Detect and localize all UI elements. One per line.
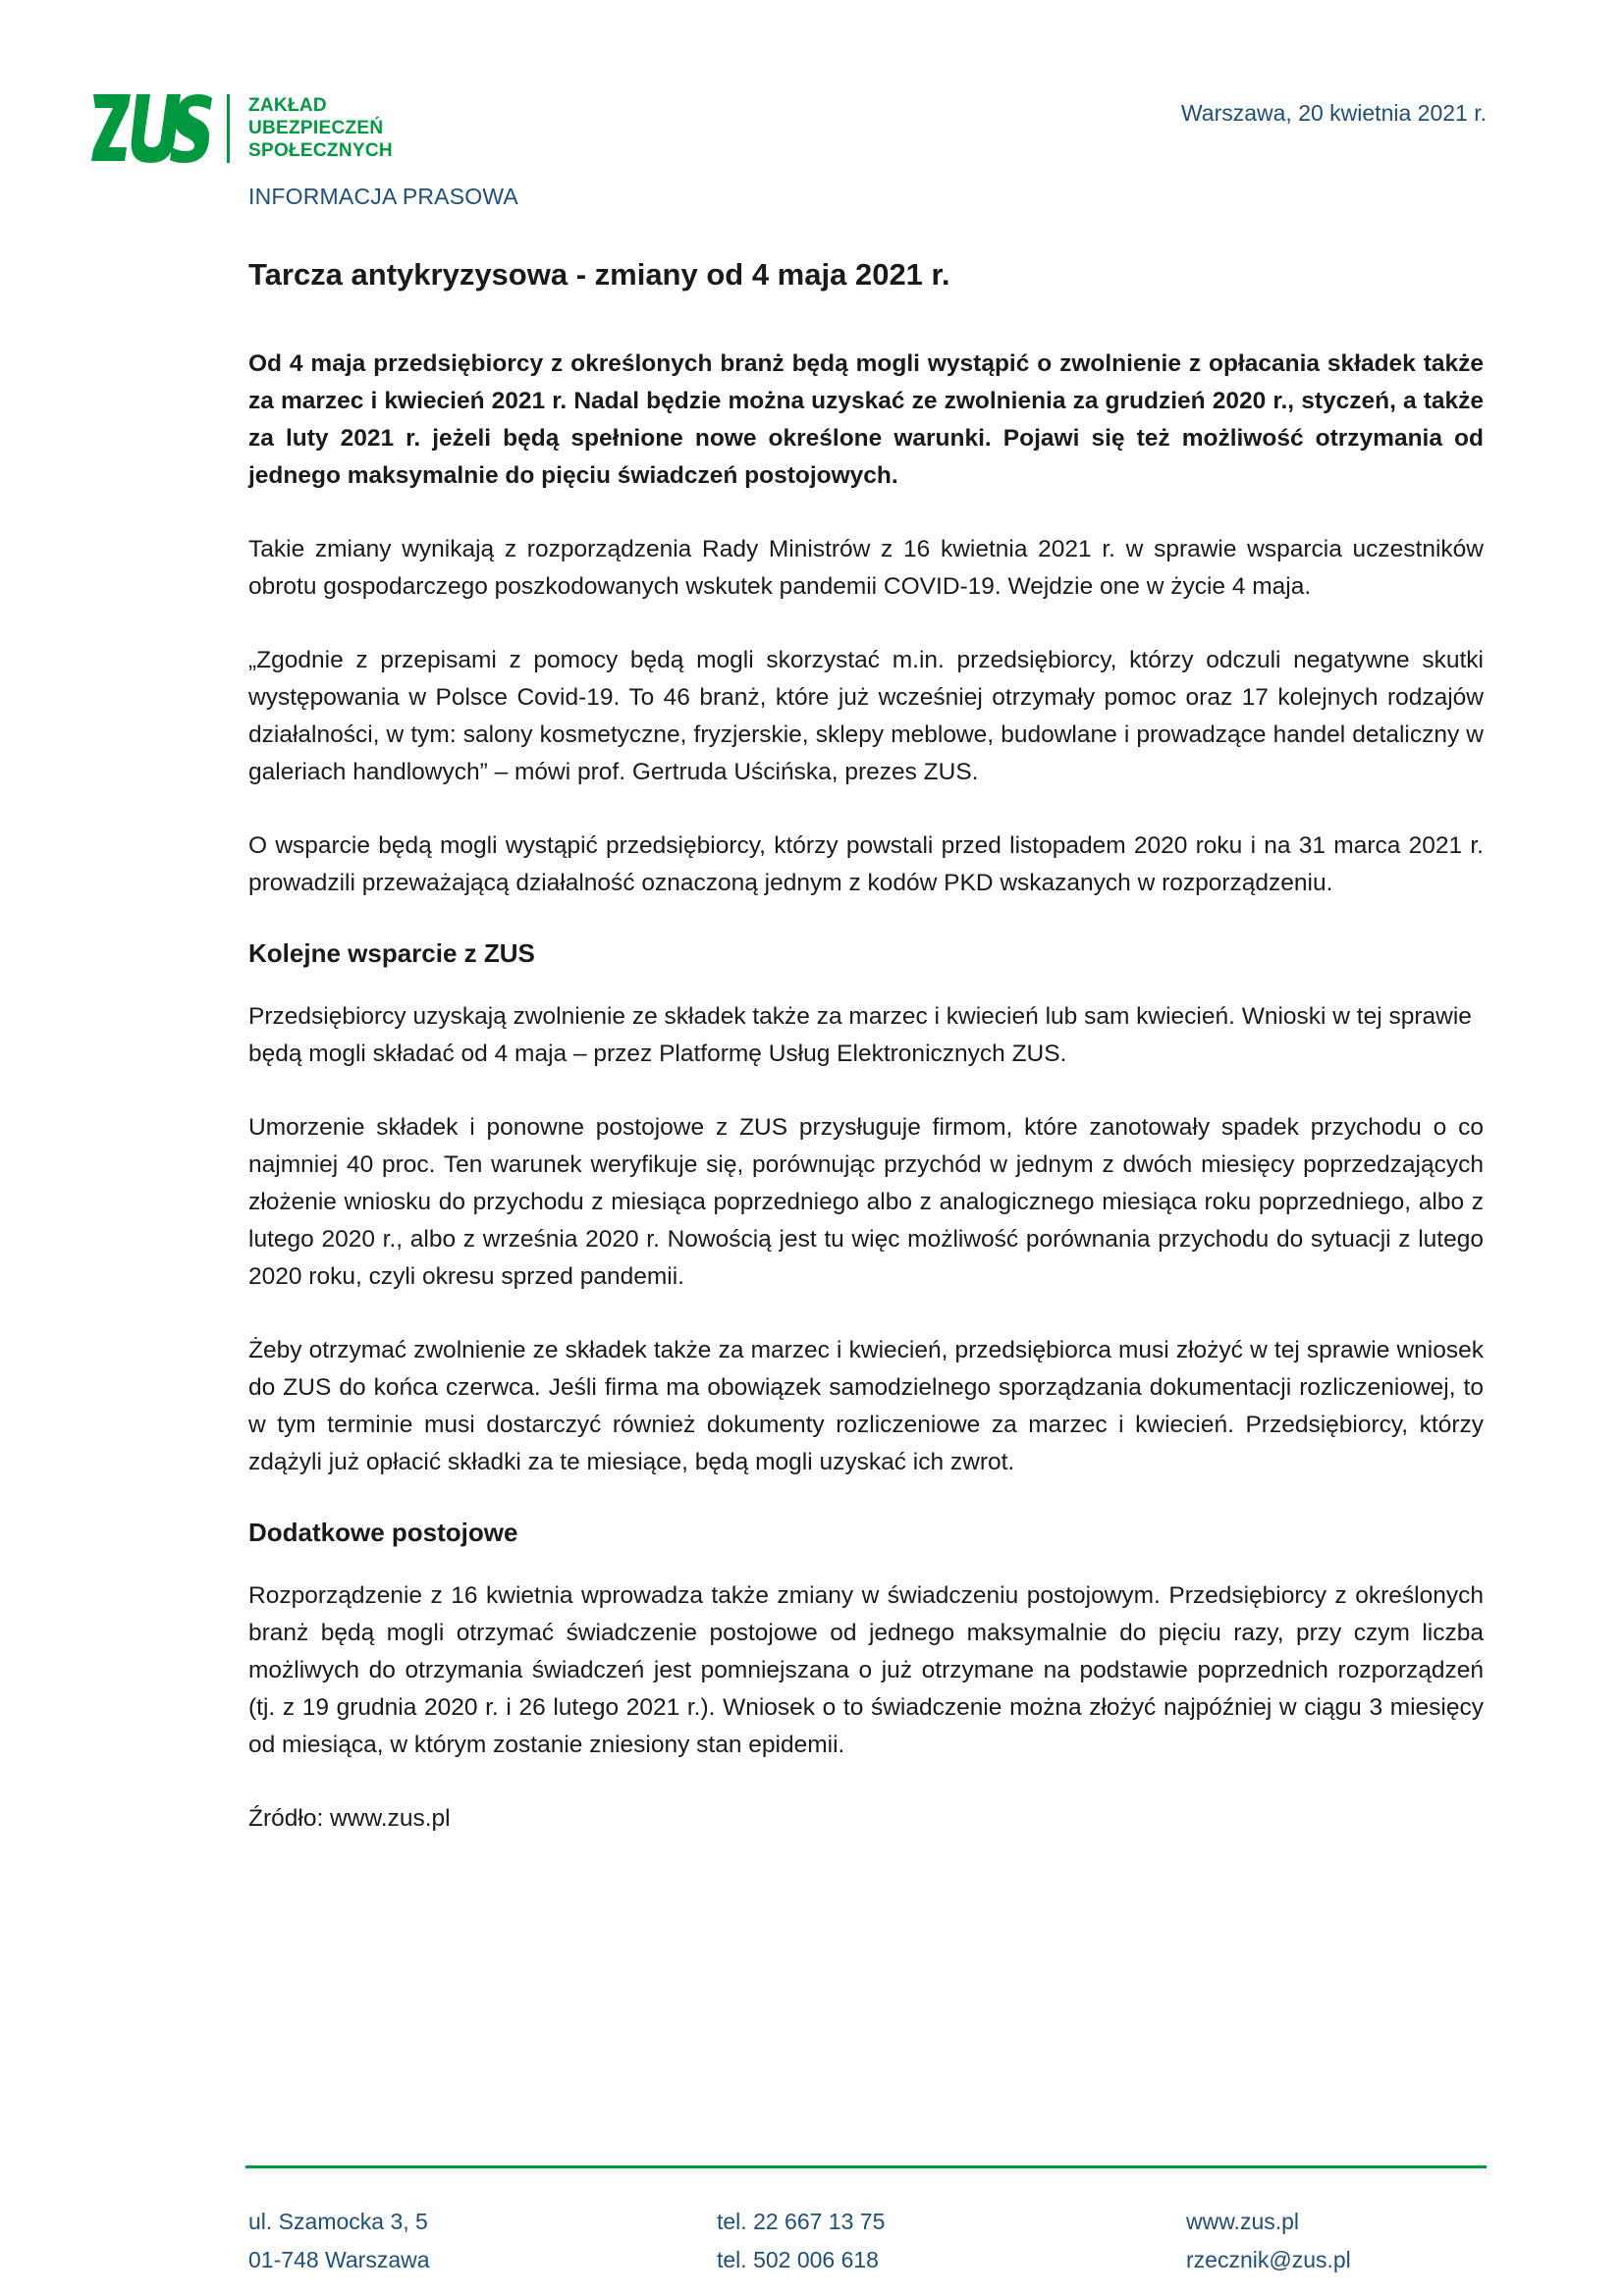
- footer-contact: [1186, 2203, 1351, 2279]
- paragraph: Żeby otrzymać zwolnienie ze składek także za marzec i kwiecień, przedsiębiorca musi złożyć w tej sprawie wniosek do ZUS do końca czerwca. Jeśli firma ma obowiązek samodzielnego sporządzania dokumentacji rozliczeniowej, to w tym terminie musi dostarczyć również dokumenty rozliczeniowe za marzec i kwiecień. Przedsiębiorcy, którzy zdążyli już opłacić składki za te miesiące, będą mogli uzyskać ich zwrot.: [248, 1337, 1484, 1475]
- footer-email-link[interactable]: rzecznik@zus.pl: [1186, 2247, 1351, 2272]
- footer-phones: [717, 2203, 885, 2279]
- footer-street: ul. Szamocka 3, 5: [248, 2209, 428, 2234]
- paragraph: Takie zmiany wynikają z rozporządzenia Rady Ministrów z 16 kwietnia 2021 r. w sprawie wsparcia uczestników obrotu gospodarczego poszkodowanych wskutek pandemii COVID-19. Wejdzie one w życie 4 maja.: [248, 536, 1484, 600]
- paragraph: „Zgodnie z przepisami z pomocy będą mogli skorzystać m.in. przedsiębiorcy, którzy odczuli negatywne skutki występowania w Polsce Covid-19. To 46 branż, które już wcześniej otrzymały pomoc oraz 17 kolejnych rodzajów działalności, w tym: salony kosmetyczne, fryzjerskie, sklepy meblowe, budowlane i prowadzące handel detaliczny w galeriach handlowych” – mówi prof. Gertruda Uścińska, prezes ZUS.: [248, 647, 1484, 785]
- article-body: [248, 257, 1484, 1874]
- source-line: Źródło: www.zus.pl: [248, 1805, 451, 1832]
- section-heading: Kolejne wsparcie z ZUS: [248, 938, 535, 968]
- logo-wordmark: [248, 94, 393, 162]
- zus-logo-icon: [91, 90, 214, 165]
- article-lead: Od 4 maja przedsiębiorcy z określonych branż będą mogli wystąpić o zwolnienie z opłacania składek także za marzec i kwiecień 2021 r. Nadal będzie można uzyskać ze zwolnienia za grudzień 2020 r., styczeń, a także za luty 2021 r. jeżeli będą spełnione nowe określone warunki. Pojawi się też możliwość otrzymania od jednego maksymalnie do pięciu świadczeń postojowych.: [248, 350, 1484, 489]
- footer-divider: [245, 2165, 1487, 2168]
- footer-web-link[interactable]: www.zus.pl: [1186, 2209, 1300, 2234]
- article-title: Tarcza antykryzysowa - zmiany od 4 maja 2021 r.: [248, 257, 950, 292]
- paragraph: Umorzenie składek i ponowne postojowe z ZUS przysługuje firmom, które zanotowały spadek przychodu o co najmniej 40 proc. Ten warunek weryfikuje się, porównując przychód w jednym z dwóch miesięcy poprzedzających złożenie wniosku do przychodu z miesiąca poprzedniego albo z analogicznego miesiąca roku poprzedniego, albo z lutego 2020 r., albo z września 2020 r. Nowością jest tu więc możliwość porównania przychodu do sytuacji z lutego 2020 roku, czyli okresu sprzed pandemii.: [248, 1114, 1484, 1290]
- paragraph: O wsparcie będą mogli wystąpić przedsiębiorcy, którzy powstali przed listopadem 2020 roku i na 31 marca 2021 r. prowadzili przeważającą działalność oznaczoną jednym z kodów PKD wskazanych w rozporządzeniu.: [248, 832, 1484, 896]
- footer-address: [248, 2203, 430, 2279]
- zus-logo: [91, 90, 415, 169]
- logo-line: UBEZPIECZEŃ: [248, 118, 384, 138]
- logo-line: SPOŁECZNYCH: [248, 140, 393, 161]
- paragraph: Rozporządzenie z 16 kwietnia wprowadza także zmiany w świadczeniu postojowym. Przedsiębiorcy z określonych branż będą mogli otrzymać świadczenie postojowe od jednego maksymalnie do pięciu razy, przy czym liczba możliwych do otrzymania świadczeń jest pomniejszana o już otrzymane na podstawie poprzednich rozporządzeń (tj. z 19 grudnia 2020 r. i 26 lutego 2021 r.). Wniosek o to świadczenie można złożyć najpóźniej w ciągu 3 miesięcy od miesiąca, w którym zostanie zniesiony stan epidemii.: [248, 1582, 1484, 1758]
- press-label: INFORMACJA PRASOWA: [248, 184, 518, 209]
- logo-divider: [227, 94, 230, 163]
- press-date: Warszawa, 20 kwietnia 2021 r.: [1180, 100, 1487, 126]
- footer-phone: tel. 502 006 618: [717, 2247, 879, 2272]
- paragraph: Przedsiębiorcy uzyskają zwolnienie ze składek także za marzec i kwiecień lub sam kwiecień. Wnioski w tej sprawie będą mogli składać od 4 maja – przez Platformę Usług Elektronicznych ZUS.: [248, 1003, 1472, 1067]
- logo-line: ZAKŁAD: [248, 95, 327, 116]
- section-heading: Dodatkowe postojowe: [248, 1518, 518, 1547]
- footer-phone: tel. 22 667 13 75: [717, 2209, 886, 2234]
- footer-city: 01-748 Warszawa: [248, 2247, 430, 2272]
